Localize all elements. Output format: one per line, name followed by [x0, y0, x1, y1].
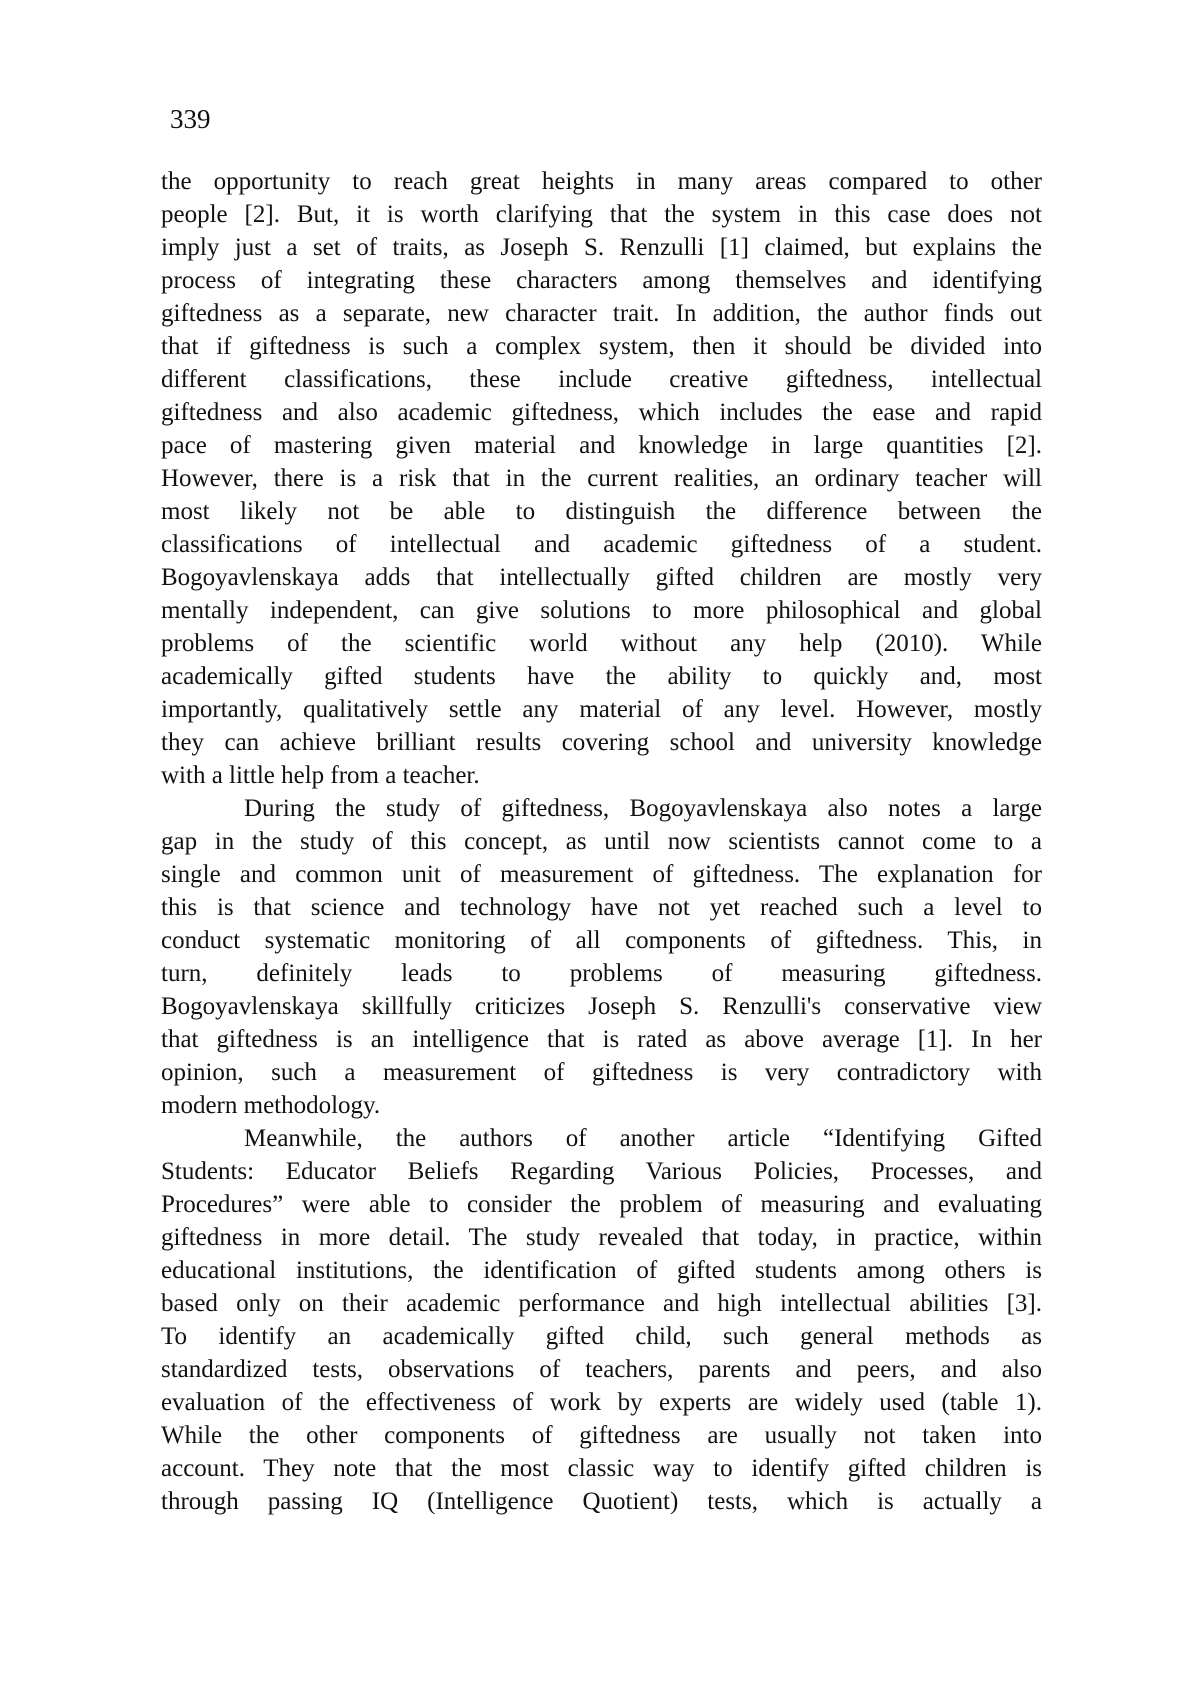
text-line: standardized tests, observations of teachers, parents and peers, and also: [161, 1353, 1042, 1386]
text-line: mentally independent, can give solutions to more philosophical and global: [161, 594, 1042, 627]
text-line: turn, definitely leads to problems of measuring giftedness.: [161, 957, 1042, 990]
text-line: problems of the scientific world without any help (2010). While: [161, 627, 1042, 660]
text-line: single and common unit of measurement of giftedness. The explanation for: [161, 858, 1042, 891]
text-line: conduct systematic monitoring of all components of giftedness. This, in: [161, 924, 1042, 957]
text-line: evaluation of the effectiveness of work by experts are widely used (table 1).: [161, 1386, 1042, 1419]
text-line: giftedness as a separate, new character trait. In addition, the author finds out: [161, 297, 1042, 330]
text-line: based only on their academic performance and high intellectual abilities [3].: [161, 1287, 1042, 1320]
page-number: 339: [170, 104, 211, 135]
text-line: pace of mastering given material and knowledge in large quantities [2].: [161, 429, 1042, 462]
text-line: Bogoyavlenskaya skillfully criticizes Joseph S. Renzulli's conservative view: [161, 990, 1042, 1023]
text-line: different classifications, these include creative giftedness, intellectual: [161, 363, 1042, 396]
text-line: While the other components of giftedness are usually not taken into: [161, 1419, 1042, 1452]
text-line: classifications of intellectual and academic giftedness of a student.: [161, 528, 1042, 561]
text-line: process of integrating these characters among themselves and identifying: [161, 264, 1042, 297]
text-line: However, there is a risk that in the current realities, an ordinary teacher will: [161, 462, 1042, 495]
paragraph: [161, 1122, 1042, 1518]
text-line: Procedures” were able to consider the problem of measuring and evaluating: [161, 1188, 1042, 1221]
paragraph: [161, 165, 1042, 792]
text-line: importantly, qualitatively settle any material of any level. However, mostly: [161, 693, 1042, 726]
text-line: giftedness and also academic giftedness, which includes the ease and rapid: [161, 396, 1042, 429]
text-line: account. They note that the most classic way to identify gifted children is: [161, 1452, 1042, 1485]
text-line: educational institutions, the identification of gifted students among others is: [161, 1254, 1042, 1287]
text-line: most likely not be able to distinguish the difference between the: [161, 495, 1042, 528]
text-line: the opportunity to reach great heights in many areas compared to other: [161, 165, 1042, 198]
text-line: Bogoyavlenskaya adds that intellectually gifted children are mostly very: [161, 561, 1042, 594]
text-line: that if giftedness is such a complex system, then it should be divided into: [161, 330, 1042, 363]
text-line: During the study of giftedness, Bogoyavlenskaya also notes a large: [161, 792, 1042, 825]
text-line: people [2]. But, it is worth clarifying that the system in this case does not: [161, 198, 1042, 231]
text-line: Students: Educator Beliefs Regarding Various Policies, Processes, and: [161, 1155, 1042, 1188]
text-line: academically gifted students have the ability to quickly and, most: [161, 660, 1042, 693]
text-line: imply just a set of traits, as Joseph S. Renzulli [1] claimed, but explains the: [161, 231, 1042, 264]
text-line: To identify an academically gifted child, such general methods as: [161, 1320, 1042, 1353]
text-line: modern methodology.: [161, 1089, 1042, 1122]
text-line: giftedness in more detail. The study revealed that today, in practice, within: [161, 1221, 1042, 1254]
text-line: opinion, such a measurement of giftedness is very contradictory with: [161, 1056, 1042, 1089]
body-text: [161, 165, 1042, 1518]
text-line: that giftedness is an intelligence that is rated as above average [1]. In her: [161, 1023, 1042, 1056]
text-line: this is that science and technology have not yet reached such a level to: [161, 891, 1042, 924]
text-line: Meanwhile, the authors of another article “Identifying Gifted: [161, 1122, 1042, 1155]
text-line: through passing IQ (Intelligence Quotient) tests, which is actually a: [161, 1485, 1042, 1518]
text-line: with a little help from a teacher.: [161, 759, 1042, 792]
text-line: gap in the study of this concept, as until now scientists cannot come to a: [161, 825, 1042, 858]
paragraph: [161, 792, 1042, 1122]
text-line: they can achieve brilliant results covering school and university knowledge: [161, 726, 1042, 759]
